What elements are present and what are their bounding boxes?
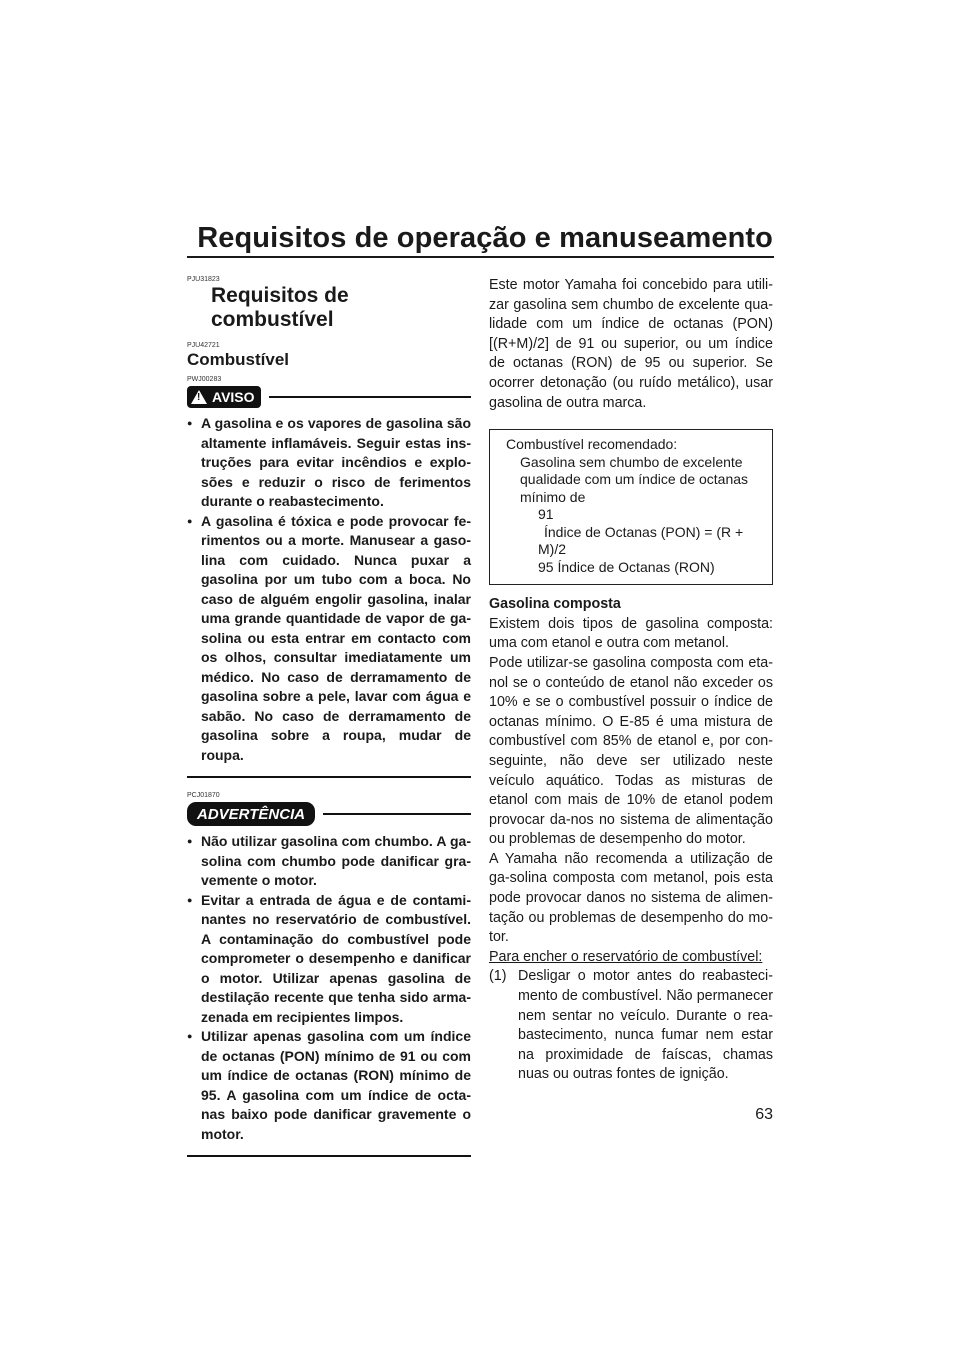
right-column — [489, 276, 773, 1085]
caution-label-line — [323, 813, 471, 815]
page-number: 63 — [755, 1106, 773, 1123]
blend-heading: Gasolina composta — [489, 596, 621, 613]
caution-item: ● Não utilizar gasolina com chumbo. A ga-solina com chumbo pode danificar gra-vemente o motor. — [187, 832, 471, 891]
warning-badge — [187, 386, 261, 408]
warning-label-line — [269, 396, 471, 398]
caution-badge — [187, 802, 315, 826]
warning-list — [187, 414, 471, 765]
warning-triangle-icon: ! — [191, 390, 207, 404]
fill-heading: Para encher o reservatório de combustível: — [489, 948, 763, 965]
left-column — [187, 276, 471, 1157]
box-line: M)/2 — [538, 541, 566, 558]
caution-code: PCJ01870 — [187, 792, 220, 799]
caution-item: ● Evitar a entrada de água e de contami-nantes no reservatório de combustível. A contaminação do combustível pode comprometer o desempenho e danificar o motor. Utilizar apenas gasolina de destilação recente que tenha sido arma-zenada em recipientes limpos. — [187, 891, 471, 1028]
warning-code: PWJ00283 — [187, 376, 222, 383]
blend-paragraph: Pode utilizar-se gasolina composta com eta-nol se o conteúdo de etanol não exceder os 10% e se o combustível possuir o índice de octanas mínimo. O E-85 é uma mistura de combustível com 85% de etanol e, por con-seguinte, não deve ser utilizado neste veículo aquático. Todas as misturas de etanol com mais de 10% de etanol podem provocar da-nos no sistema de alimentação ou problemas de desempenho do motor. — [489, 654, 773, 848]
section-code: PJU31823 — [187, 276, 220, 283]
subsection-code: PJU42721 — [187, 342, 220, 349]
box-line: Gasolina sem chumbo de excelente — [520, 453, 743, 470]
caution-list — [187, 832, 471, 1144]
box-line: 95 Índice de Octanas (RON) — [538, 558, 715, 575]
caution-item: ● Utilizar apenas gasolina com um índice de octanas (PON) mínimo de 91 ou com um índice de octanas (RON) mínimo de 95. A gasolina com um índice de octa-nas baixo pode danificar gravemente o motor. — [187, 1027, 471, 1144]
warning-label-row — [187, 386, 471, 408]
box-line: 91 — [538, 506, 554, 523]
intro-paragraph: Este motor Yamaha foi concebido para utili-zar gasolina sem chumbo de excelente qua-lidade com um índice de octanas (PON) [(R+M)/2] de 91 ou superior, ou um índice de octanas (RON) de 95 ou superior. Se ocorrer detonação (ou ruído metálico), usar gasolina de outra marca. — [489, 277, 773, 411]
step-number: (1) — [489, 968, 507, 985]
recommended-fuel-box — [489, 429, 773, 585]
step-text: Desligar o motor antes do reabasteci-mento de combustível. Não permanecer nem sentar no veículo. Durante o rea-bastecimento, nunca fumar nem estar na proximidade de faíscas, chamas nuas ou outras fontes de ignição. — [518, 968, 773, 1083]
caution-label: ADVERTÊNCIA — [197, 805, 306, 823]
box-line: qualidade com um índice de octanas — [520, 471, 749, 488]
warning-item: ● A gasolina e os vapores de gasolina são altamente inflamáveis. Seguir estas ins-truções para evitar incêndios e explo-sões e reduzir o risco de ferimentos durante o reabastecimento. — [187, 414, 471, 512]
header-rule — [187, 256, 774, 258]
section-title: Requisitos de combustível — [211, 284, 349, 331]
caution-label-row — [187, 802, 471, 826]
box-line: Índice de Octanas (PON) = (R + — [544, 523, 744, 540]
subsection-title: Combustível — [187, 350, 290, 369]
box-title: Combustível recomendado: — [506, 436, 678, 453]
fill-steps — [489, 967, 773, 1085]
page-header-title: Requisitos de operação e manuseamento — [197, 222, 773, 254]
box-line: mínimo de — [520, 488, 586, 505]
caution-end-rule — [187, 1155, 471, 1157]
step-item — [489, 967, 773, 1085]
warning-label: AVISO — [212, 389, 255, 405]
blend-paragraph: A Yamaha não recomenda a utilização de ga-solina composta com metanol, pois esta pode provocar danos no sistema de alimen-tação ou problemas de desempenho do mo-tor. — [489, 850, 773, 946]
warning-item: ● A gasolina é tóxica e pode provocar fe-rimentos ou a morte. Manusear a gaso-lina com cuidado. Nunca puxar a gasolina por um tubo com a boca. No caso de alguém engolir gasolina, inalar uma grande quantidade de vapor de ga-solina ou esta entrar em contacto com os olhos, consultar imediatamente um médico. No caso de derramamento de gasolina sobre a pele, lavar com água e sabão. No caso de derramamento de gasolina sobre a roupa, mudar de roupa. — [187, 512, 471, 766]
blend-paragraph: Existem dois tipos de gasolina composta: uma com etanol e outra com metanol. — [489, 615, 773, 652]
